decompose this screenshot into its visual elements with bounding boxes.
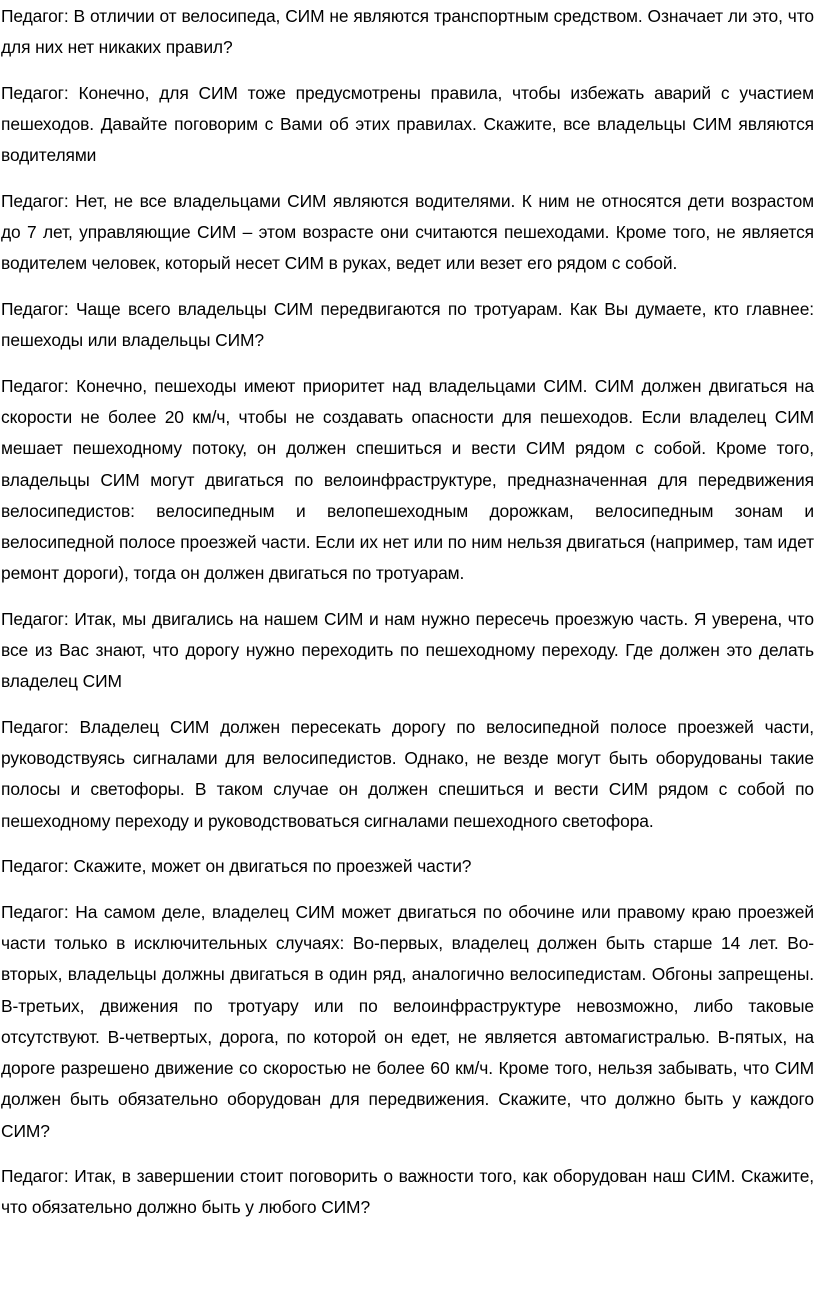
paragraph-6: Педагог: Итак, мы двигались на нашем СИМ и нам нужно пересечь проезжую часть. Я уверена, что все из Вас знают, что дорогу нужно переходить по пешеходному переходу. Где должен это делать владелец СИМ — [1, 608, 814, 692]
paragraph-4: Педагог: Чаще всего владельцы СИМ передвигаются по тротуарам. Как Вы думаете, кто главнее: пешеходы или владельцы СИМ? — [1, 299, 814, 351]
paragraph-7: Педагог: Владелец СИМ должен пересекать дорогу по велосипедной полосе проезжей части, руководствуясь сигналами для велосипедистов. Однако, не везде могут быть оборудованы такие полосы и светофоры. В таком случае он должен спешиться и вести СИМ рядом с собой по пешеходному переходу и руководствоваться сигналами пешеходного светофора. — [1, 717, 814, 831]
paragraph-1: Педагог: В отличии от велосипеда, СИМ не являются транспортным средством. Означает ли это, что для них нет никаких правил? — [1, 6, 814, 58]
paragraph-8: Педагог: Скажите, может он двигаться по проезжей части? — [1, 856, 472, 877]
paragraph-10: Педагог: Итак, в завершении стоит поговорить о важности того, как оборудован наш СИМ. Скажите, что обязательно должно быть у любого СИМ? — [1, 1166, 814, 1218]
paragraph-2: Педагог: Конечно, для СИМ тоже предусмотрены правила, чтобы избежать аварий с участием пешеходов. Давайте поговорим с Вами об этих правилах. Скажите, все владельцы СИМ являются водителями — [1, 82, 814, 166]
paragraph-5: Педагог: Конечно, пешеходы имеют приоритет над владельцами СИМ. СИМ должен двигаться на скорости не более 20 км/ч, чтобы не создавать опасности для пешеходов. Если владелец СИМ мешает пешеходному потоку, он должен спешиться и вести СИМ рядом с собой. Кроме того, владельцы СИМ могут двигаться по велоинфраструктуре, предназначенная для передвижения велосипедистов: велосипедным и велопешеходным дорожкам, велосипедным зонам и велосипедной полосе проезжей части. Если их нет или по ним нельзя двигаться (например, там идет ремонт дороги), тогда он должен двигаться по тротуарам. — [1, 376, 814, 584]
paragraph-9: Педагог: На самом деле, владелец СИМ может двигаться по обочине или правому краю проезжей части только в исключительных случаях: Во-первых, владелец должен быть старше 14 лет. Во-вторых, владельцы должны двигаться в один ряд, аналогично велосипедистам. Обгоны запрещены. В-третьих, движения по тротуару или по велоинфраструктуре невозможно, либо таковые отсутствуют. В-четвертых, дорога, по которой он едет, не является автомагистралью. В-пятых, на дороге разрешено движение со скоростью не более 60 км/ч. Кроме того, нельзя забывать, что СИМ должен быть обязательно оборудован для передвижения. Скажите, что должно быть у каждого СИМ? — [1, 902, 814, 1141]
paragraph-3: Педагог: Нет, не все владельцами СИМ являются водителями. К ним не относятся дети возрастом до 7 лет, управляющие СИМ – этом возрасте они считаются пешеходами. Кроме того, не является водителем человек, который несет СИМ в руках, ведет или везет его рядом с собой. — [1, 191, 814, 274]
